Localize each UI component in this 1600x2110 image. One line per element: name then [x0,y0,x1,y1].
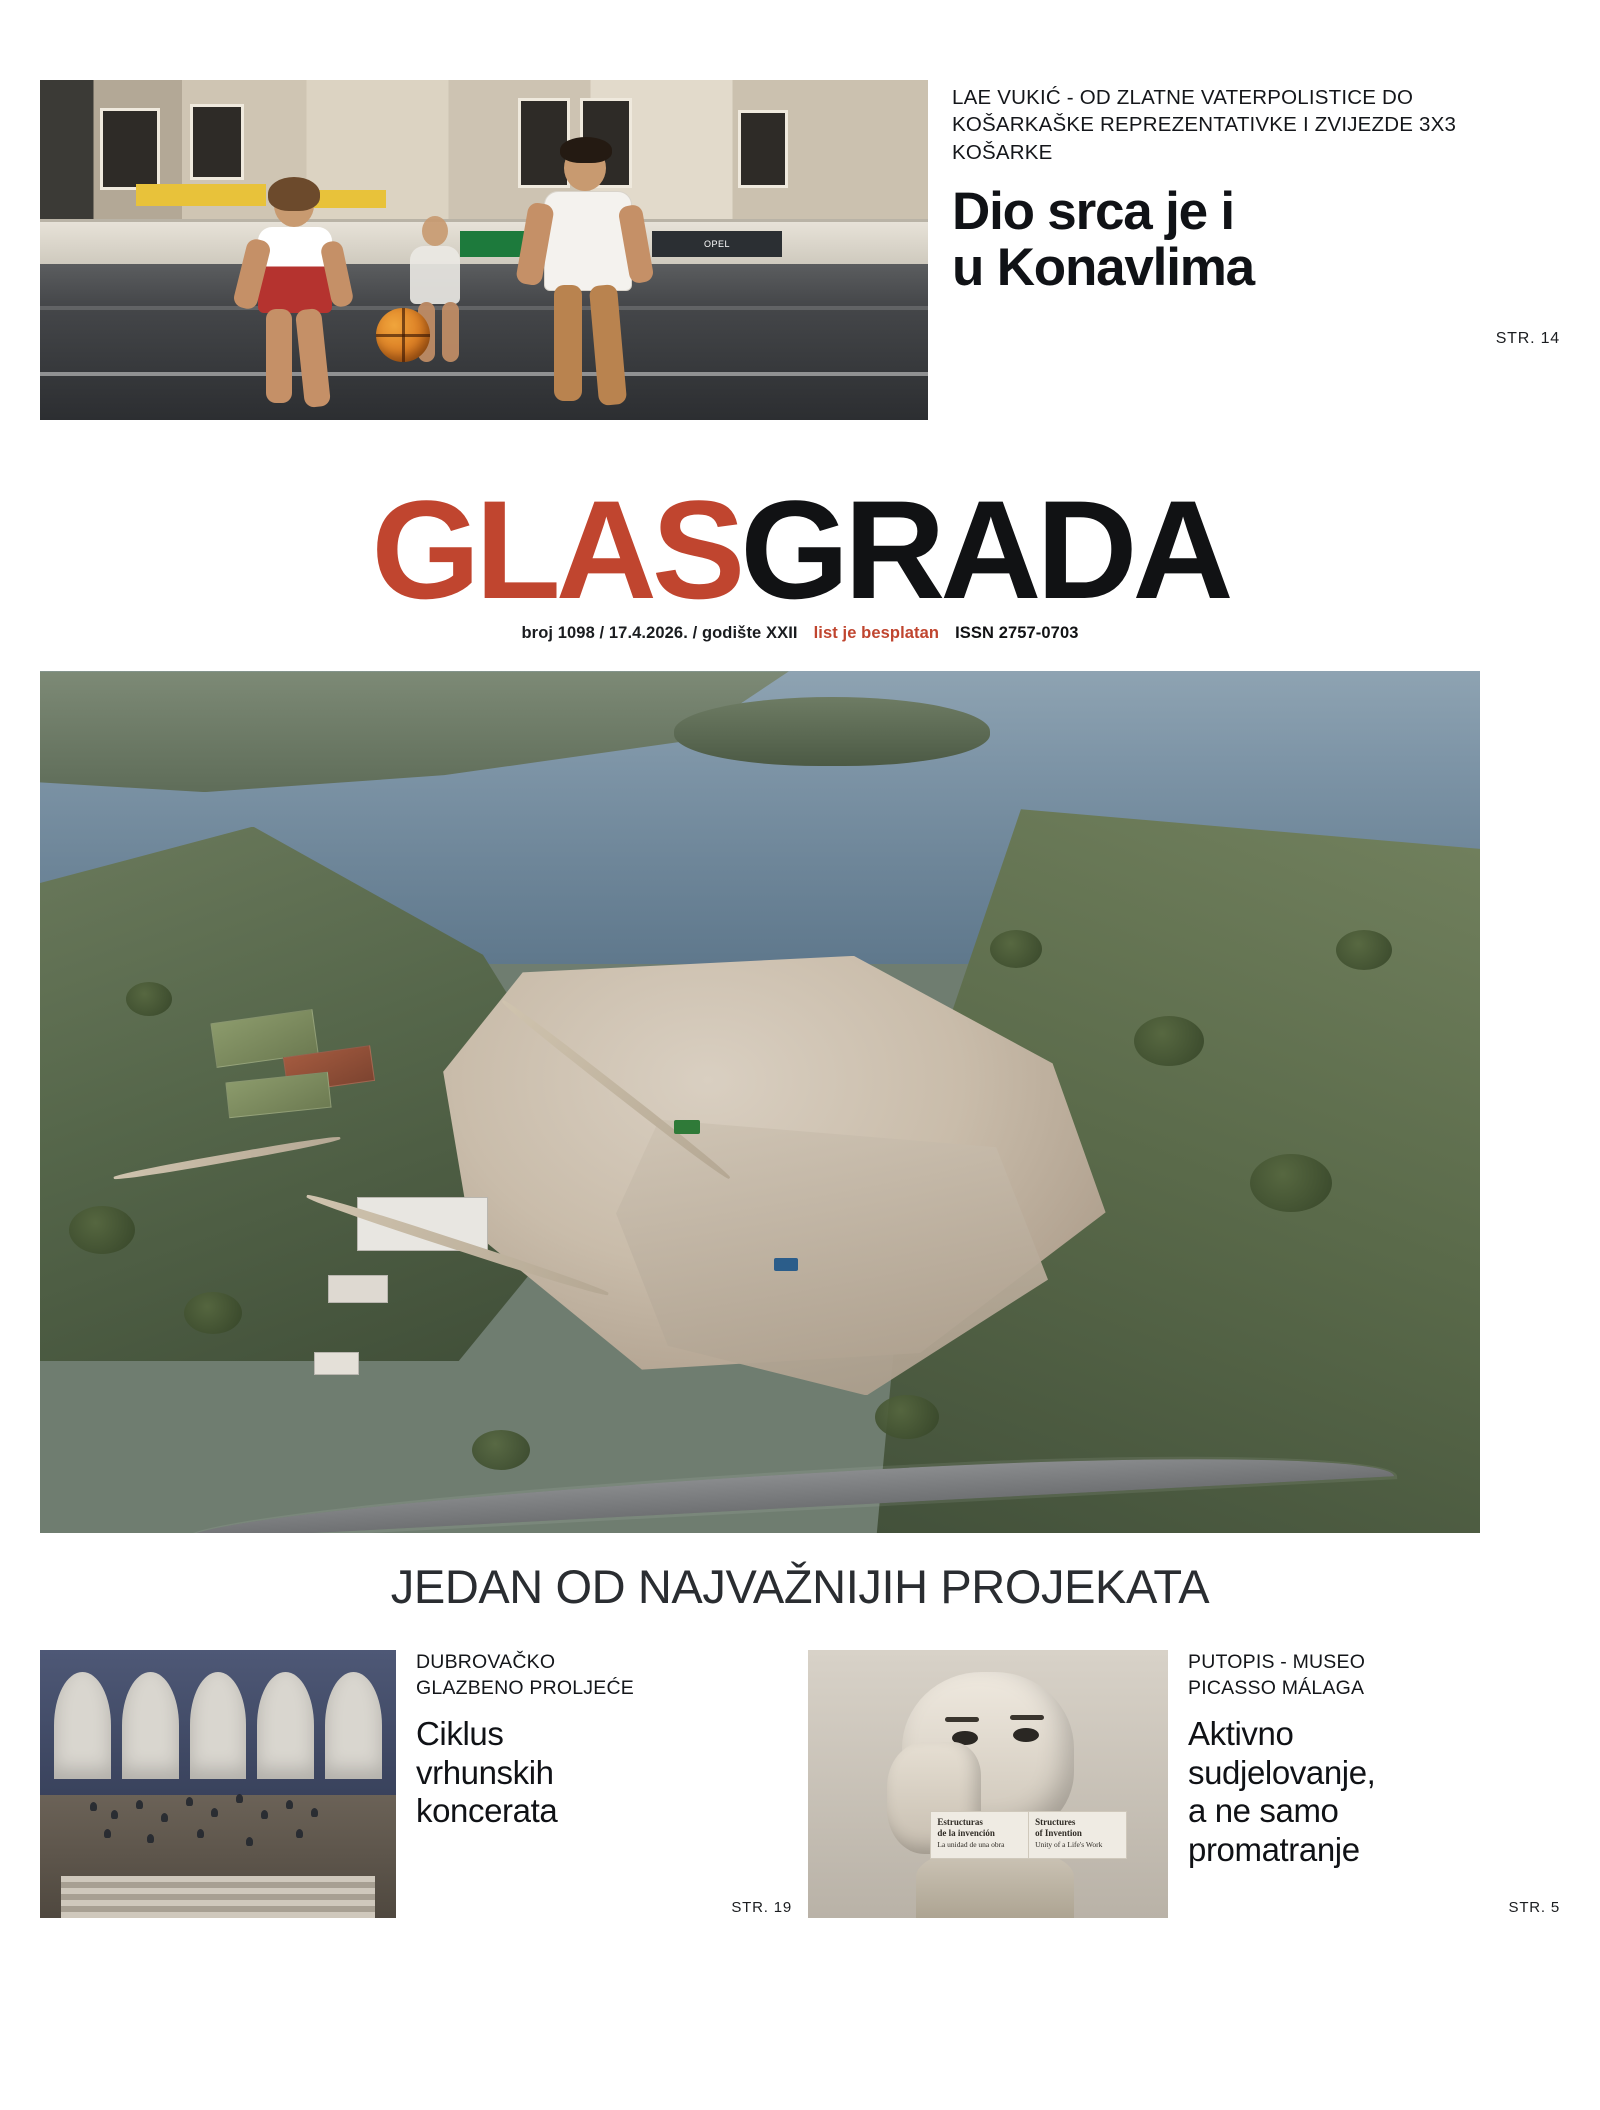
concert-headline-line3: koncerata [416,1792,558,1830]
issue-number-date: broj 1098 / 17.4.2026. / godište XXII [521,624,798,643]
masthead [40,471,1560,643]
concert-kicker-line2: GLAZBENO PROLJEĆE [416,1676,634,1699]
photo-audience [136,1800,143,1809]
photo-arch [257,1672,314,1779]
photo-building [314,1352,359,1375]
photo-player-leg [589,284,627,406]
poster-label-spanish [931,1812,1028,1858]
photo-player-leg [266,309,292,403]
top-teaser-text [952,80,1560,296]
photo-brow [1010,1715,1044,1720]
photo-building [328,1275,388,1303]
picasso-headline-line1: Aktivno [1188,1715,1294,1753]
picasso-kicker-line1: PUTOPIS - MUSEO [1188,1651,1366,1674]
picasso-headline-line4: promatranje [1188,1830,1360,1868]
photo-window [190,104,244,180]
photo-player-hair [268,177,320,211]
concert-headline-line1: Ciklus [416,1715,504,1753]
picasso-headline-line2: sudjelovanje, [1188,1753,1376,1791]
photo-arch [122,1672,179,1779]
photo-court-line [40,372,928,376]
photo-audience [211,1808,218,1817]
photo-player-jersey [544,191,632,291]
poster-label-english [1028,1812,1126,1858]
main-story-photo [40,671,1480,1533]
concert-teaser-text [416,1650,792,1918]
poster-label-spanish-sub: de la invención [937,1828,995,1839]
photo-player-hair [560,137,612,163]
photo-window [738,110,788,188]
photo-player-leg [295,308,331,408]
top-teaser-photo [40,80,928,420]
photo-bush [1250,1154,1332,1212]
poster-label-english-sub: of Invention [1035,1828,1082,1839]
photo-window [100,108,160,190]
photo-excavator [674,1120,700,1134]
photo-audience [286,1800,293,1809]
concert-photo [40,1650,396,1918]
photo-audience [246,1837,253,1846]
photo-sponsor-banner: OPEL [652,231,782,257]
picasso-teaser-text [1188,1650,1560,1918]
top-teaser-page-ref: STR. 14 [1495,330,1560,347]
free-paper-note: list je besplatan [813,624,940,643]
concert-page-ref: STR. 19 [731,1899,792,1917]
concert-headline [416,1715,792,1831]
top-teaser [40,0,1560,420]
photo-audience [197,1829,204,1838]
photo-audience [161,1813,168,1822]
photo-audience [111,1810,118,1819]
photo-staircase [61,1876,374,1919]
photo-player [230,183,360,413]
photo-machine [774,1258,798,1271]
photo-island [674,697,991,766]
poster-label-english-note: Unity of a Life's Work [1035,1839,1103,1849]
photo-player-leg [554,285,582,401]
concert-kicker-line1: DUBROVAČKO [416,1651,556,1674]
photo-player-leg [442,302,459,362]
picasso-kicker [1188,1650,1560,1701]
issn-code: ISSN 2757-0703 [955,624,1079,643]
poster-label [930,1811,1126,1859]
bottom-teaser-concerts [40,1650,792,1918]
picasso-poster-photo [808,1650,1168,1918]
bottom-teaser-picasso [808,1650,1560,1918]
photo-player [510,145,660,413]
top-teaser-headline-line1: Dio srca je i [952,181,1234,241]
poster-label-english-title: Structures [1035,1817,1076,1828]
main-story-caption: JEDAN OD NAJVAŽNIJIH PROJEKATA [390,1560,1210,1614]
photo-audience [90,1802,97,1811]
poster-label-spanish-note: La unidad de una obra [937,1839,1005,1849]
picasso-kicker-line2: PICASSO MÁLAGA [1188,1676,1365,1699]
photo-audience [186,1797,193,1806]
concert-kicker [416,1650,792,1701]
photo-court-line [40,306,928,310]
top-teaser-headline-line2: u Konavlima [952,237,1254,297]
photo-bush [69,1206,135,1254]
photo-audience [261,1810,268,1819]
photo-audience [104,1829,111,1838]
picasso-headline [1188,1715,1560,1869]
concert-headline-line2: vrhunskih [416,1753,554,1791]
photo-player-jersey [258,227,332,313]
logo-part-glas: GLAS [371,471,741,628]
photo-player-head [422,216,448,246]
picasso-page-ref: STR. 5 [1508,1899,1560,1917]
bottom-teasers [40,1650,1560,1918]
logo-part-grada: GRADA [740,471,1229,628]
photo-brow [945,1717,979,1722]
photo-torso [916,1849,1074,1919]
photo-bush [472,1430,530,1470]
photo-player-jersey [410,246,460,304]
photo-arch [190,1672,247,1779]
photo-audience [147,1834,154,1843]
poster-label-spanish-title: Estructuras [937,1817,983,1828]
photo-bush [184,1292,242,1334]
photo-audience [236,1794,243,1803]
photo-court [40,264,928,420]
top-teaser-kicker: LAE VUKIĆ - OD ZLATNE VATERPOLISTICE DO KOŠARKAŠKE REPREZENTATIVKE I ZVIJEZDE 3X3 KOŠARKE [952,86,1457,164]
picasso-headline-line3: a ne samo [1188,1792,1339,1830]
top-teaser-headline [952,181,1560,297]
photo-bush [990,930,1042,968]
photo-arch [325,1672,382,1779]
photo-basketball [376,308,430,362]
photo-bush [1336,930,1392,970]
photo-audience [296,1829,303,1838]
photo-audience [311,1808,318,1817]
newspaper-logo [40,471,1560,628]
photo-bush [126,982,172,1016]
photo-arch [54,1672,111,1779]
